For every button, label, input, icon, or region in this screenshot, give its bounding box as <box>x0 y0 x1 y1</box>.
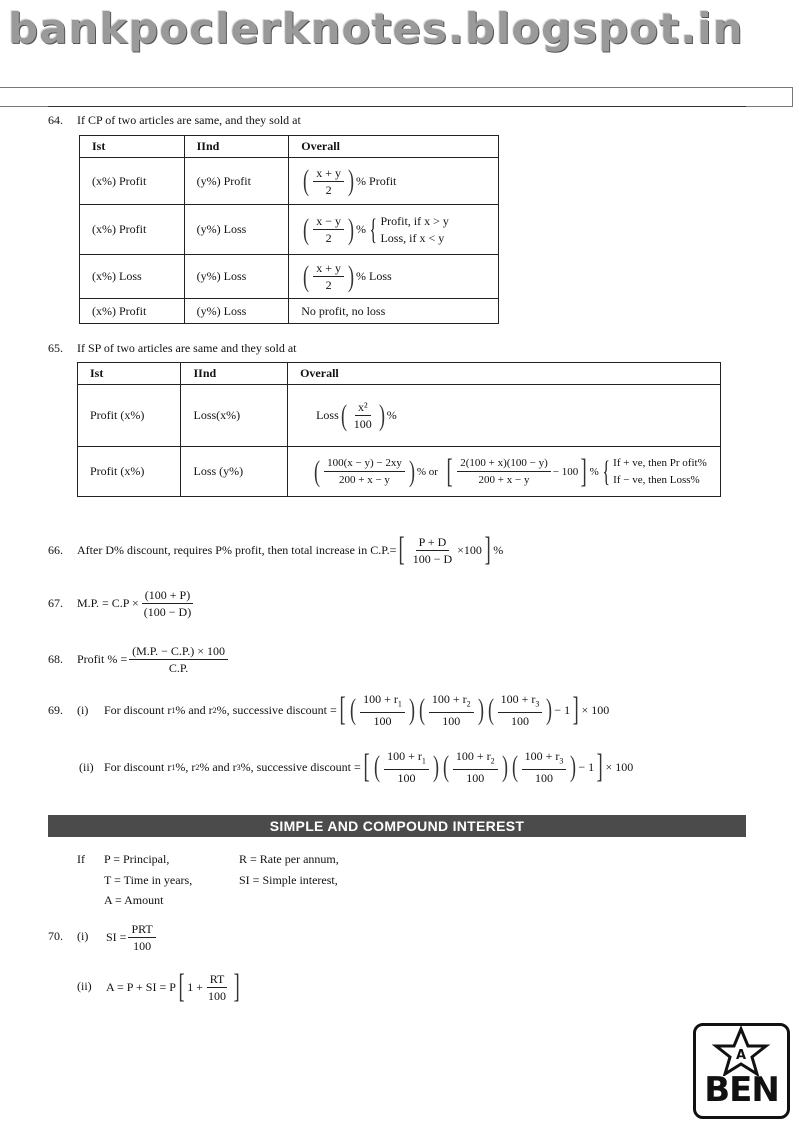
item-70-i-label: (i) <box>77 929 89 943</box>
definition-p: P = Principal, <box>104 852 170 866</box>
item-69-ii-label: (ii) <box>79 760 94 774</box>
item-69-i-label: (i) <box>77 703 89 717</box>
header-iind: IInd <box>184 136 289 158</box>
item-64-number: 64. <box>48 113 63 127</box>
item-68-formula: Profit % = $\frac{(M.P. - C.P.) \times 100}{C.P.}$ <box>77 638 230 680</box>
header-iind: IInd <box>181 363 288 385</box>
item-67-number: 67. <box>48 596 63 610</box>
table-row: (x%) Loss (y%) Loss ( $\frac{x + y}{2}$ ) % Loss <box>80 255 499 299</box>
table-row: (x%) Profit (y%) Loss ( $\frac{x - y}{2}$ ) % { Profit, if x > y Loss, if x < y <box>80 205 499 255</box>
table-row: (x%) Profit (y%) Loss No profit, no loss <box>80 299 499 324</box>
item-66-number: 66. <box>48 543 63 557</box>
item-68-number: 68. <box>48 652 63 666</box>
definition-si: SI = Simple interest, <box>239 873 338 887</box>
item-64-text: If CP of two articles are same, and they sold at <box>77 113 301 127</box>
item-70-i-formula: SI = $\frac{\text{PRT}}{100}$ <box>106 918 158 956</box>
definition-t: T = Time in years, <box>104 873 193 887</box>
table-64 <box>79 135 499 324</box>
header-ist: Ist <box>78 363 181 385</box>
logo-text: BEN <box>704 1070 779 1110</box>
definition-a: A = Amount <box>104 893 164 907</box>
svg-text:A: A <box>735 1048 747 1063</box>
item-66-formula: After D% discount, requires P% profit, then total increase in C.P.= [ $\frac{P + D}{100 - D}$ ×100 ] % <box>77 531 504 568</box>
header-rule <box>48 106 746 107</box>
ben-logo <box>693 1023 790 1119</box>
item-70-ii-formula: A = P + SI = P [ 1 + $\frac{RT}{100}$ ] <box>106 968 240 1005</box>
definition-r: R = Rate per annum, <box>239 852 339 866</box>
item-69-i-formula: For discount r 1 % and r 2 %, successive discount = [ ( $\frac{100 + r_1}{100}$ ) ( $\frac{100 + r_2}{100}$ ) ( $\frac{100 + r_3}{100}$ ) − 1 ] × 100 <box>104 691 610 729</box>
star-icon <box>696 1026 787 1076</box>
table-row: Profit (x%) Loss (y%) ( $\frac{100(x - y) - 2xy}{200 + x - y}$ ) % or [ $\frac{2(100 + x)(100 - y)}{200 + x - y}$ − 100 ] % { If + ve, then Pr ofit% If − ve, then Loss% <box>78 447 721 497</box>
table-65 <box>77 362 721 497</box>
item-69-number: 69. <box>48 703 63 717</box>
section-banner: SIMPLE AND COMPOUND INTEREST <box>48 815 746 837</box>
item-65-text: If SP of two articles are same and they sold at <box>77 341 297 355</box>
watermark: bankpoclerknotes.blogspot.in <box>8 4 744 53</box>
item-70-number: 70. <box>48 929 63 943</box>
header-ist: Ist <box>80 136 185 158</box>
item-70-ii-label: (ii) <box>77 979 92 993</box>
header-overall: Overall <box>288 363 721 385</box>
item-69-ii-formula: For discount r 1 %, r 2 % and r 3 %, successive discount = [ ( $\frac{100 + r_1}{100}$ ) ( $\frac{100 + r_2}{100}$ ) ( $\frac{100 + r_3}{100}$ ) − 1 ] × 100 <box>104 748 634 786</box>
definitions-if: If <box>77 852 85 866</box>
table-row: (x%) Profit (y%) Profit ( $\frac{x + y}{2}$ ) % Profit <box>80 158 499 205</box>
table-row: Profit (x%) Loss(x%) Loss ( $\frac{\text{x²}}{100}$ ) % <box>78 385 721 447</box>
item-65-number: 65. <box>48 341 63 355</box>
header-overall: Overall <box>289 136 499 158</box>
item-67-formula: M.P. = C.P × $\frac{(100 + P)}{(100 - D)}$ <box>77 587 192 619</box>
header-box <box>0 87 793 107</box>
